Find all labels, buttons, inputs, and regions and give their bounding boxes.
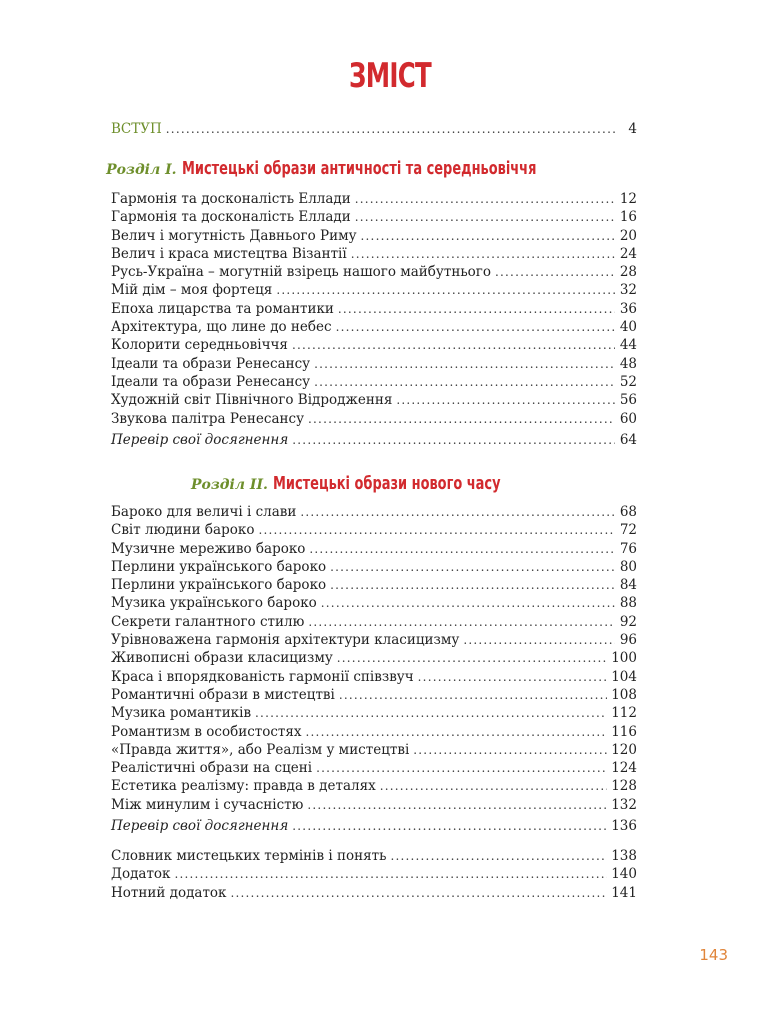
- toc-entry-label: Додаток: [111, 866, 171, 883]
- toc-entry-label: Колорити середньовіччя: [111, 337, 288, 354]
- toc-intro: [111, 120, 637, 138]
- toc-entry-page: 84: [619, 577, 637, 594]
- toc-entry-label: Реалістичні образи на сцені: [111, 760, 313, 777]
- toc-entry[interactable]: [111, 686, 637, 704]
- toc-entry-page: 68: [619, 504, 637, 520]
- toc-entry[interactable]: [111, 741, 637, 759]
- toc-entry-label: Нотний додаток: [111, 884, 227, 901]
- toc-entry-label: Русь-Україна – могутній взірець нашого майбутнього: [111, 264, 492, 281]
- toc-entry-label: Художній світ Північного Відродження: [111, 392, 393, 409]
- dot-leader: [337, 649, 607, 667]
- dot-leader: [338, 300, 615, 318]
- toc-entry-page: 100: [611, 650, 637, 667]
- toc-entry-page: 140: [611, 866, 637, 883]
- toc-entry[interactable]: [111, 631, 637, 649]
- section-2-title: Мистецькі образи нового часу: [273, 473, 501, 494]
- toc-entry[interactable]: [111, 576, 637, 594]
- toc-entry[interactable]: [111, 190, 637, 208]
- toc-entry-check[interactable]: [111, 431, 637, 449]
- dot-leader: [175, 865, 608, 883]
- dot-leader: [463, 631, 615, 649]
- dot-leader: [166, 120, 615, 138]
- toc-entry-page: 48: [619, 355, 637, 372]
- toc-entry-label: Перлини українського бароко: [111, 577, 327, 594]
- toc-entry-label: Велич і краса мистецтва Візантії: [111, 245, 347, 262]
- toc-entry-label: Між минулим і сучасністю: [111, 796, 304, 813]
- toc-entry-label: Велич і могутність Давнього Риму: [111, 227, 357, 244]
- toc-entry-page: 16: [619, 209, 637, 226]
- toc-entry-label: Живописні образи класицизму: [111, 650, 333, 667]
- section-2-prefix: Розділ ІІ.: [190, 477, 268, 493]
- toc-entry-page: 12: [619, 191, 637, 207]
- toc-entry-label: Урівноважена гармонія архітектури класицизму: [111, 632, 460, 649]
- section-1-prefix: Розділ І.: [106, 162, 177, 178]
- dot-leader: [321, 594, 615, 612]
- dot-leader: [390, 847, 607, 865]
- toc-entry[interactable]: [111, 613, 637, 631]
- toc-entry[interactable]: [111, 336, 637, 354]
- page-title: ЗМІСТ: [349, 56, 431, 96]
- toc-entry-label: Епоха лицарства та романтики: [111, 300, 334, 317]
- section-1-heading: [0, 158, 780, 179]
- toc-entry-page: 76: [619, 540, 637, 557]
- toc-entry[interactable]: [111, 410, 637, 428]
- dot-leader: [306, 723, 608, 741]
- toc-entry-page: 60: [619, 410, 637, 427]
- toc-entry-label: Гармонія та досконалість Еллади: [111, 191, 351, 207]
- toc-entry-page: 24: [619, 245, 637, 262]
- dot-leader: [307, 796, 607, 814]
- toc-entry[interactable]: [111, 355, 637, 373]
- toc-entry[interactable]: [111, 558, 637, 576]
- toc-entry[interactable]: [111, 208, 637, 226]
- toc-entry-label: Ідеали та образи Ренесансу: [111, 373, 311, 390]
- dot-leader: [292, 336, 615, 354]
- toc-entry-page: 36: [619, 300, 637, 317]
- toc-entry[interactable]: [111, 245, 637, 263]
- dot-leader: [292, 431, 615, 449]
- toc-entry-label: Секрети галантного стилю: [111, 613, 305, 630]
- dot-leader: [396, 391, 615, 409]
- toc-entry-page: 92: [619, 613, 637, 630]
- dot-leader: [380, 777, 608, 795]
- toc-entry[interactable]: [111, 777, 637, 795]
- toc-entry[interactable]: [111, 796, 637, 814]
- toc-entry-page: 124: [611, 760, 637, 777]
- dot-leader: [361, 227, 615, 245]
- toc-entry-label: Архітектура, що лине до небес: [111, 319, 332, 336]
- toc-entry[interactable]: [111, 373, 637, 391]
- toc-entry-label: Мій дім – моя фортеця: [111, 282, 273, 299]
- dot-leader: [276, 281, 615, 299]
- toc-entry-page: 64: [619, 431, 637, 448]
- toc-entry-label: Бароко для величі і слави: [111, 504, 297, 520]
- toc-entry[interactable]: [111, 540, 637, 558]
- toc-entry[interactable]: [111, 884, 637, 902]
- toc-entry-page: 56: [619, 392, 637, 409]
- toc-entry-page: 96: [619, 632, 637, 649]
- dot-leader: [255, 704, 607, 722]
- toc-entry[interactable]: [111, 120, 637, 138]
- toc-entry-page: 4: [628, 121, 637, 137]
- toc-entry[interactable]: [111, 300, 637, 318]
- toc-entry-page: 136: [611, 818, 637, 835]
- toc-entry-label: Романтизм в особистостях: [111, 723, 302, 740]
- dot-leader: [314, 355, 615, 373]
- toc-entry-label: Ідеали та образи Ренесансу: [111, 355, 311, 372]
- toc-entry-page: 132: [611, 796, 637, 813]
- toc-entry-page: 32: [619, 282, 637, 299]
- dot-leader: [316, 759, 607, 777]
- section-2-list: [111, 503, 637, 835]
- toc-entry-page: 138: [611, 848, 637, 864]
- toc-entry-page: 52: [619, 373, 637, 390]
- dot-leader: [314, 373, 615, 391]
- toc-entry-label: Музичне мереживо бароко: [111, 540, 306, 557]
- toc-entry-page: 128: [611, 778, 637, 795]
- toc-entry-label: Звукова палітра Ренесансу: [111, 410, 305, 427]
- dot-leader: [355, 190, 615, 208]
- toc-entry-label: Перевір свої досягнення: [111, 431, 289, 448]
- toc-entry-check[interactable]: [111, 817, 637, 835]
- page-number: 143: [699, 946, 728, 964]
- dot-leader: [330, 558, 615, 576]
- dot-leader: [495, 263, 615, 281]
- toc-entry[interactable]: [111, 227, 637, 245]
- dot-leader: [336, 318, 615, 336]
- toc-entry-label: Романтичні образи в мистецтві: [111, 686, 335, 703]
- toc-entry-label: Естетика реалізму: правда в деталях: [111, 778, 376, 795]
- toc-entry-page: 20: [619, 227, 637, 244]
- toc-entry[interactable]: [111, 865, 637, 883]
- toc-entry[interactable]: [111, 723, 637, 741]
- section-2-heading: [0, 473, 780, 494]
- dot-leader: [300, 503, 615, 521]
- toc-entry-label: Перевір свої досягнення: [111, 818, 289, 835]
- toc-entry[interactable]: [111, 281, 637, 299]
- toc-entry[interactable]: [111, 263, 637, 281]
- dot-leader: [258, 521, 615, 539]
- section-1-title: Мистецькі образи античності та середньовіччя: [181, 158, 537, 179]
- dot-leader: [308, 613, 615, 631]
- toc-entry-page: 40: [619, 319, 637, 336]
- toc-entry-page: 108: [611, 686, 637, 703]
- dot-leader: [309, 540, 615, 558]
- toc-entry-label: Гармонія та досконалість Еллади: [111, 209, 351, 226]
- toc-entry-page: 112: [611, 705, 637, 722]
- toc-entry-page: 28: [619, 264, 637, 281]
- toc-entry[interactable]: [111, 318, 637, 336]
- toc-entry-page: 104: [611, 668, 637, 685]
- toc-entry[interactable]: [111, 391, 637, 409]
- dot-leader: [413, 741, 607, 759]
- toc-entry[interactable]: [111, 704, 637, 722]
- toc-entry-label: Краса і впорядкованість гармонії співзвуч: [111, 668, 414, 685]
- dot-leader: [308, 410, 615, 428]
- dot-leader: [355, 208, 615, 226]
- toc-entry-label: Перлини українського бароко: [111, 558, 327, 575]
- toc-entry-page: 120: [611, 741, 637, 758]
- toc-entry-page: 80: [619, 558, 637, 575]
- toc-entry-label: ВСТУП: [111, 121, 162, 137]
- dot-leader: [418, 668, 608, 686]
- toc-entry[interactable]: [111, 668, 637, 686]
- dot-leader: [231, 884, 608, 902]
- toc-entry-label: «Правда життя», або Реалізм у мистецтві: [111, 741, 410, 758]
- toc-entry[interactable]: [111, 759, 637, 777]
- toc-entry-page: 44: [619, 337, 637, 354]
- section-1-list: [111, 190, 637, 449]
- toc-entry[interactable]: [111, 503, 637, 521]
- toc-entry[interactable]: [111, 649, 637, 667]
- toc-entry[interactable]: [111, 594, 637, 612]
- dot-leader: [351, 245, 615, 263]
- toc-entry-page: 116: [611, 723, 637, 740]
- toc-entry-label: Музика українського бароко: [111, 595, 317, 612]
- toc-entry-page: 141: [611, 884, 637, 901]
- toc-entry[interactable]: [111, 847, 637, 865]
- toc-entry-label: Музика романтиків: [111, 705, 252, 722]
- toc-entry[interactable]: [111, 521, 637, 539]
- appendix-list: [111, 847, 637, 902]
- toc-entry-page: 72: [619, 522, 637, 539]
- dot-leader: [292, 817, 607, 835]
- toc-entry-page: 88: [619, 595, 637, 612]
- dot-leader: [339, 686, 607, 704]
- toc-entry-label: Словник мистецьких термінів і понять: [111, 848, 387, 864]
- toc-entry-label: Світ людини бароко: [111, 522, 255, 539]
- dot-leader: [330, 576, 615, 594]
